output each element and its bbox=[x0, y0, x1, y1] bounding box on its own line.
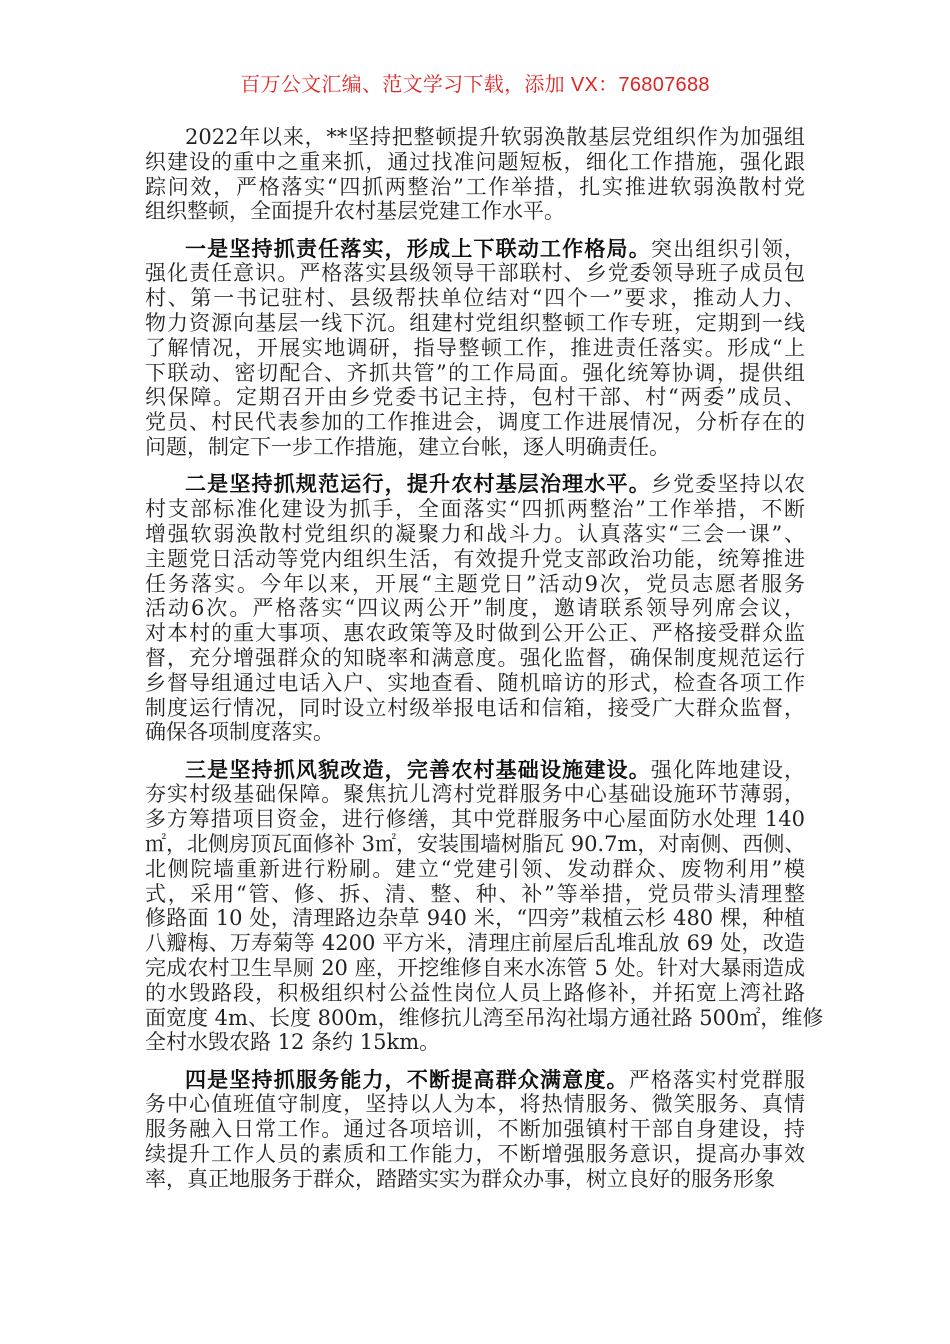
line-text: 村支部标准化建设为抓手，全面落实“四抓两整治”工作举措，不断 bbox=[145, 497, 805, 522]
text-line bbox=[145, 311, 805, 336]
line-text: 强化责任意识。严格落实县级领导干部联村、乡党委领导班子成员包 bbox=[145, 261, 805, 286]
text-line bbox=[145, 237, 805, 262]
text-line bbox=[145, 931, 805, 956]
line-text: 强化阵地建设， bbox=[650, 757, 806, 782]
line-text: 突出组织引领， bbox=[650, 236, 806, 261]
section-heading: 四是坚持抓服务能力，不断提高群众满意度。 bbox=[185, 1066, 629, 1092]
line-text: 增强软弱涣散村党组织的凝聚力和战斗力。认真落实“三会一课”、 bbox=[145, 521, 805, 546]
text-line bbox=[145, 150, 805, 175]
text-line bbox=[145, 1117, 805, 1142]
line-text: 主题党日活动等党内组织生活，有效提升党支部政治功能，统筹推进 bbox=[145, 546, 805, 571]
text-line bbox=[145, 906, 805, 931]
text-line bbox=[145, 410, 805, 435]
line-text: 率，真正地服务于群众，踏踏实实为群众办事，树立良好的服务形象 bbox=[145, 1166, 775, 1191]
line-text: 问题，制定下一步工作措施，建立台帐，逐人明确责任。 bbox=[145, 435, 670, 460]
line-text: 制度运行情况，同时设立村级举报电话和信箱，接受广大群众监督， bbox=[145, 695, 805, 720]
line-text: 严格落实村党群服 bbox=[628, 1067, 805, 1092]
text-line bbox=[145, 758, 805, 783]
paragraph bbox=[145, 1068, 805, 1192]
document-body bbox=[145, 125, 824, 1204]
text-line bbox=[145, 199, 805, 224]
text-line bbox=[145, 646, 805, 671]
download-banner: 百万公文汇编、范文学习下载，添加 VX：76807688 bbox=[240, 74, 710, 96]
line-text: 全村水毁农路 12 条约 15km。 bbox=[145, 1030, 441, 1055]
paragraph bbox=[145, 472, 805, 745]
text-line bbox=[145, 385, 805, 410]
line-text: 的水毁路段，积极组织村公益性岗位人员上路修补，并拓宽上湾社路 bbox=[145, 980, 805, 1005]
text-line bbox=[145, 782, 805, 807]
line-text: 任务落实。今年以来，开展“主题党日”活动9次，党员志愿者服务 bbox=[145, 571, 805, 596]
text-line bbox=[145, 336, 805, 361]
line-text: 物力资源向基层一线下沉。组建村党组织整顿工作专班，定期到一线 bbox=[145, 311, 805, 336]
text-line bbox=[145, 1142, 805, 1167]
line-text: 对本村的重大事项、惠农政策等及时做到公开公正、严格接受群众监 bbox=[145, 621, 805, 646]
line-text: 完成农村卫生旱厕 20 座，开挖维修自来水冻管 5 处。针对大暴雨造成 bbox=[145, 956, 805, 980]
text-line bbox=[145, 572, 805, 597]
line-text: 式，采用“管、修、拆、清、整、种、补”等举措，党员带头清理整 bbox=[145, 881, 805, 906]
text-line bbox=[145, 522, 805, 547]
line-text: 组织整顿，全面提升农村基层党建工作水平。 bbox=[145, 199, 565, 224]
line-text: 服务融入日常工作。通过各项培训，不断加强镇村干部自身建设，持 bbox=[145, 1117, 805, 1142]
line-text: 面宽度 4m、长度 800m，维修抗儿湾至吊沟社塌方通社路 500㎡，维修 bbox=[145, 1005, 824, 1030]
line-text: 多方筹措项目资金，进行修缮，其中党群服务中心屋面防水处理 140 bbox=[145, 807, 805, 832]
text-line bbox=[145, 882, 805, 907]
line-text: 踪问效，严格落实“四抓两整治”工作举措，扎实推进软弱涣散村党 bbox=[145, 174, 805, 199]
line-text: 乡党委坚持以农 bbox=[650, 472, 806, 497]
text-line bbox=[145, 596, 805, 621]
text-line bbox=[145, 1092, 805, 1117]
line-text: 修路面 10 处，清理路边杂草 940 米，“四旁”栽植云杉 480 棵，种植 bbox=[145, 906, 805, 931]
section-heading: 二是坚持抓规范运行，提升农村基层治理水平。 bbox=[185, 471, 651, 497]
line-text: 督，充分增强群众的知晓率和满意度。强化监督，确保制度规范运行 bbox=[145, 645, 805, 670]
paragraph bbox=[145, 125, 805, 224]
line-text: ㎡，北侧房顶瓦面修补 3㎡，安装围墙树脂瓦 90.7m，对南侧、西侧、 bbox=[145, 832, 806, 857]
section-heading: 一是坚持抓责任落实，形成上下联动工作格局。 bbox=[185, 235, 651, 261]
line-text: 活动6次。严格落实“四议两公开”制度，邀请联系领导列席会议， bbox=[145, 596, 805, 621]
text-line bbox=[145, 832, 805, 857]
text-line bbox=[145, 125, 805, 150]
text-line bbox=[145, 472, 805, 497]
text-line bbox=[145, 547, 805, 572]
text-line bbox=[145, 175, 805, 200]
text-line bbox=[145, 1068, 805, 1093]
line-text: 织建设的重中之重来抓，通过找准问题短板，细化工作措施，强化跟 bbox=[145, 149, 805, 174]
text-line bbox=[145, 261, 805, 286]
line-text: 务中心值班值守制度，坚持以人为本，将热情服务、微笑服务、真情 bbox=[145, 1092, 805, 1117]
text-line bbox=[145, 435, 805, 460]
text-line bbox=[145, 286, 805, 311]
section-heading: 三是坚持抓风貌改造，完善农村基础设施建设。 bbox=[185, 756, 651, 782]
line-text: 北侧院墙重新进行粉刷。建立“党建引领、发动群众、废物利用”模 bbox=[145, 856, 805, 881]
line-text: 续提升工作人员的素质和工作能力，不断增强服务意识，提高办事效 bbox=[145, 1142, 805, 1167]
text-line bbox=[145, 857, 805, 882]
text-line bbox=[145, 956, 805, 981]
text-line bbox=[145, 1030, 805, 1055]
text-line bbox=[145, 1005, 824, 1031]
line-text: 2022年以来，**坚持把整顿提升软弱涣散基层党组织作为加强组 bbox=[185, 125, 805, 149]
text-line bbox=[145, 696, 805, 721]
text-line bbox=[145, 361, 805, 386]
line-text: 乡督导组通过电话入户、实地查看、随机暗访的形式，检查各项工作 bbox=[145, 670, 805, 695]
text-line bbox=[145, 981, 805, 1006]
line-text: 村、第一书记驻村、县级帮扶单位结对“四个一”要求，推动人力、 bbox=[145, 286, 805, 311]
line-text: 夯实村级基础保障。聚焦抗儿湾村党群服务中心基础设施环节薄弱， bbox=[145, 782, 805, 807]
line-text: 确保各项制度落实。 bbox=[145, 720, 334, 745]
line-text: 织保障。定期召开由乡党委书记主持，包村干部、村“两委”成员、 bbox=[145, 385, 805, 410]
text-line bbox=[145, 1167, 805, 1192]
text-line bbox=[145, 720, 805, 745]
line-text: 八瓣梅、万寿菊等 4200 平方米，清理庄前屋后乱堆乱放 69 处，改造 bbox=[145, 931, 805, 956]
text-line bbox=[145, 807, 805, 832]
line-text: 了解情况，开展实地调研，指导整顿工作，推进责任落实。形成“上 bbox=[145, 335, 805, 360]
text-line bbox=[145, 671, 805, 696]
text-line bbox=[145, 497, 805, 522]
line-text: 党员、村民代表参加的工作推进会，调度工作进展情况，分析存在的 bbox=[145, 410, 805, 435]
text-line bbox=[145, 621, 805, 646]
line-text: 下联动、密切配合、齐抓共管”的工作局面。强化统筹协调，提供组 bbox=[145, 360, 805, 385]
paragraph bbox=[145, 756, 824, 1056]
paragraph bbox=[145, 237, 805, 460]
